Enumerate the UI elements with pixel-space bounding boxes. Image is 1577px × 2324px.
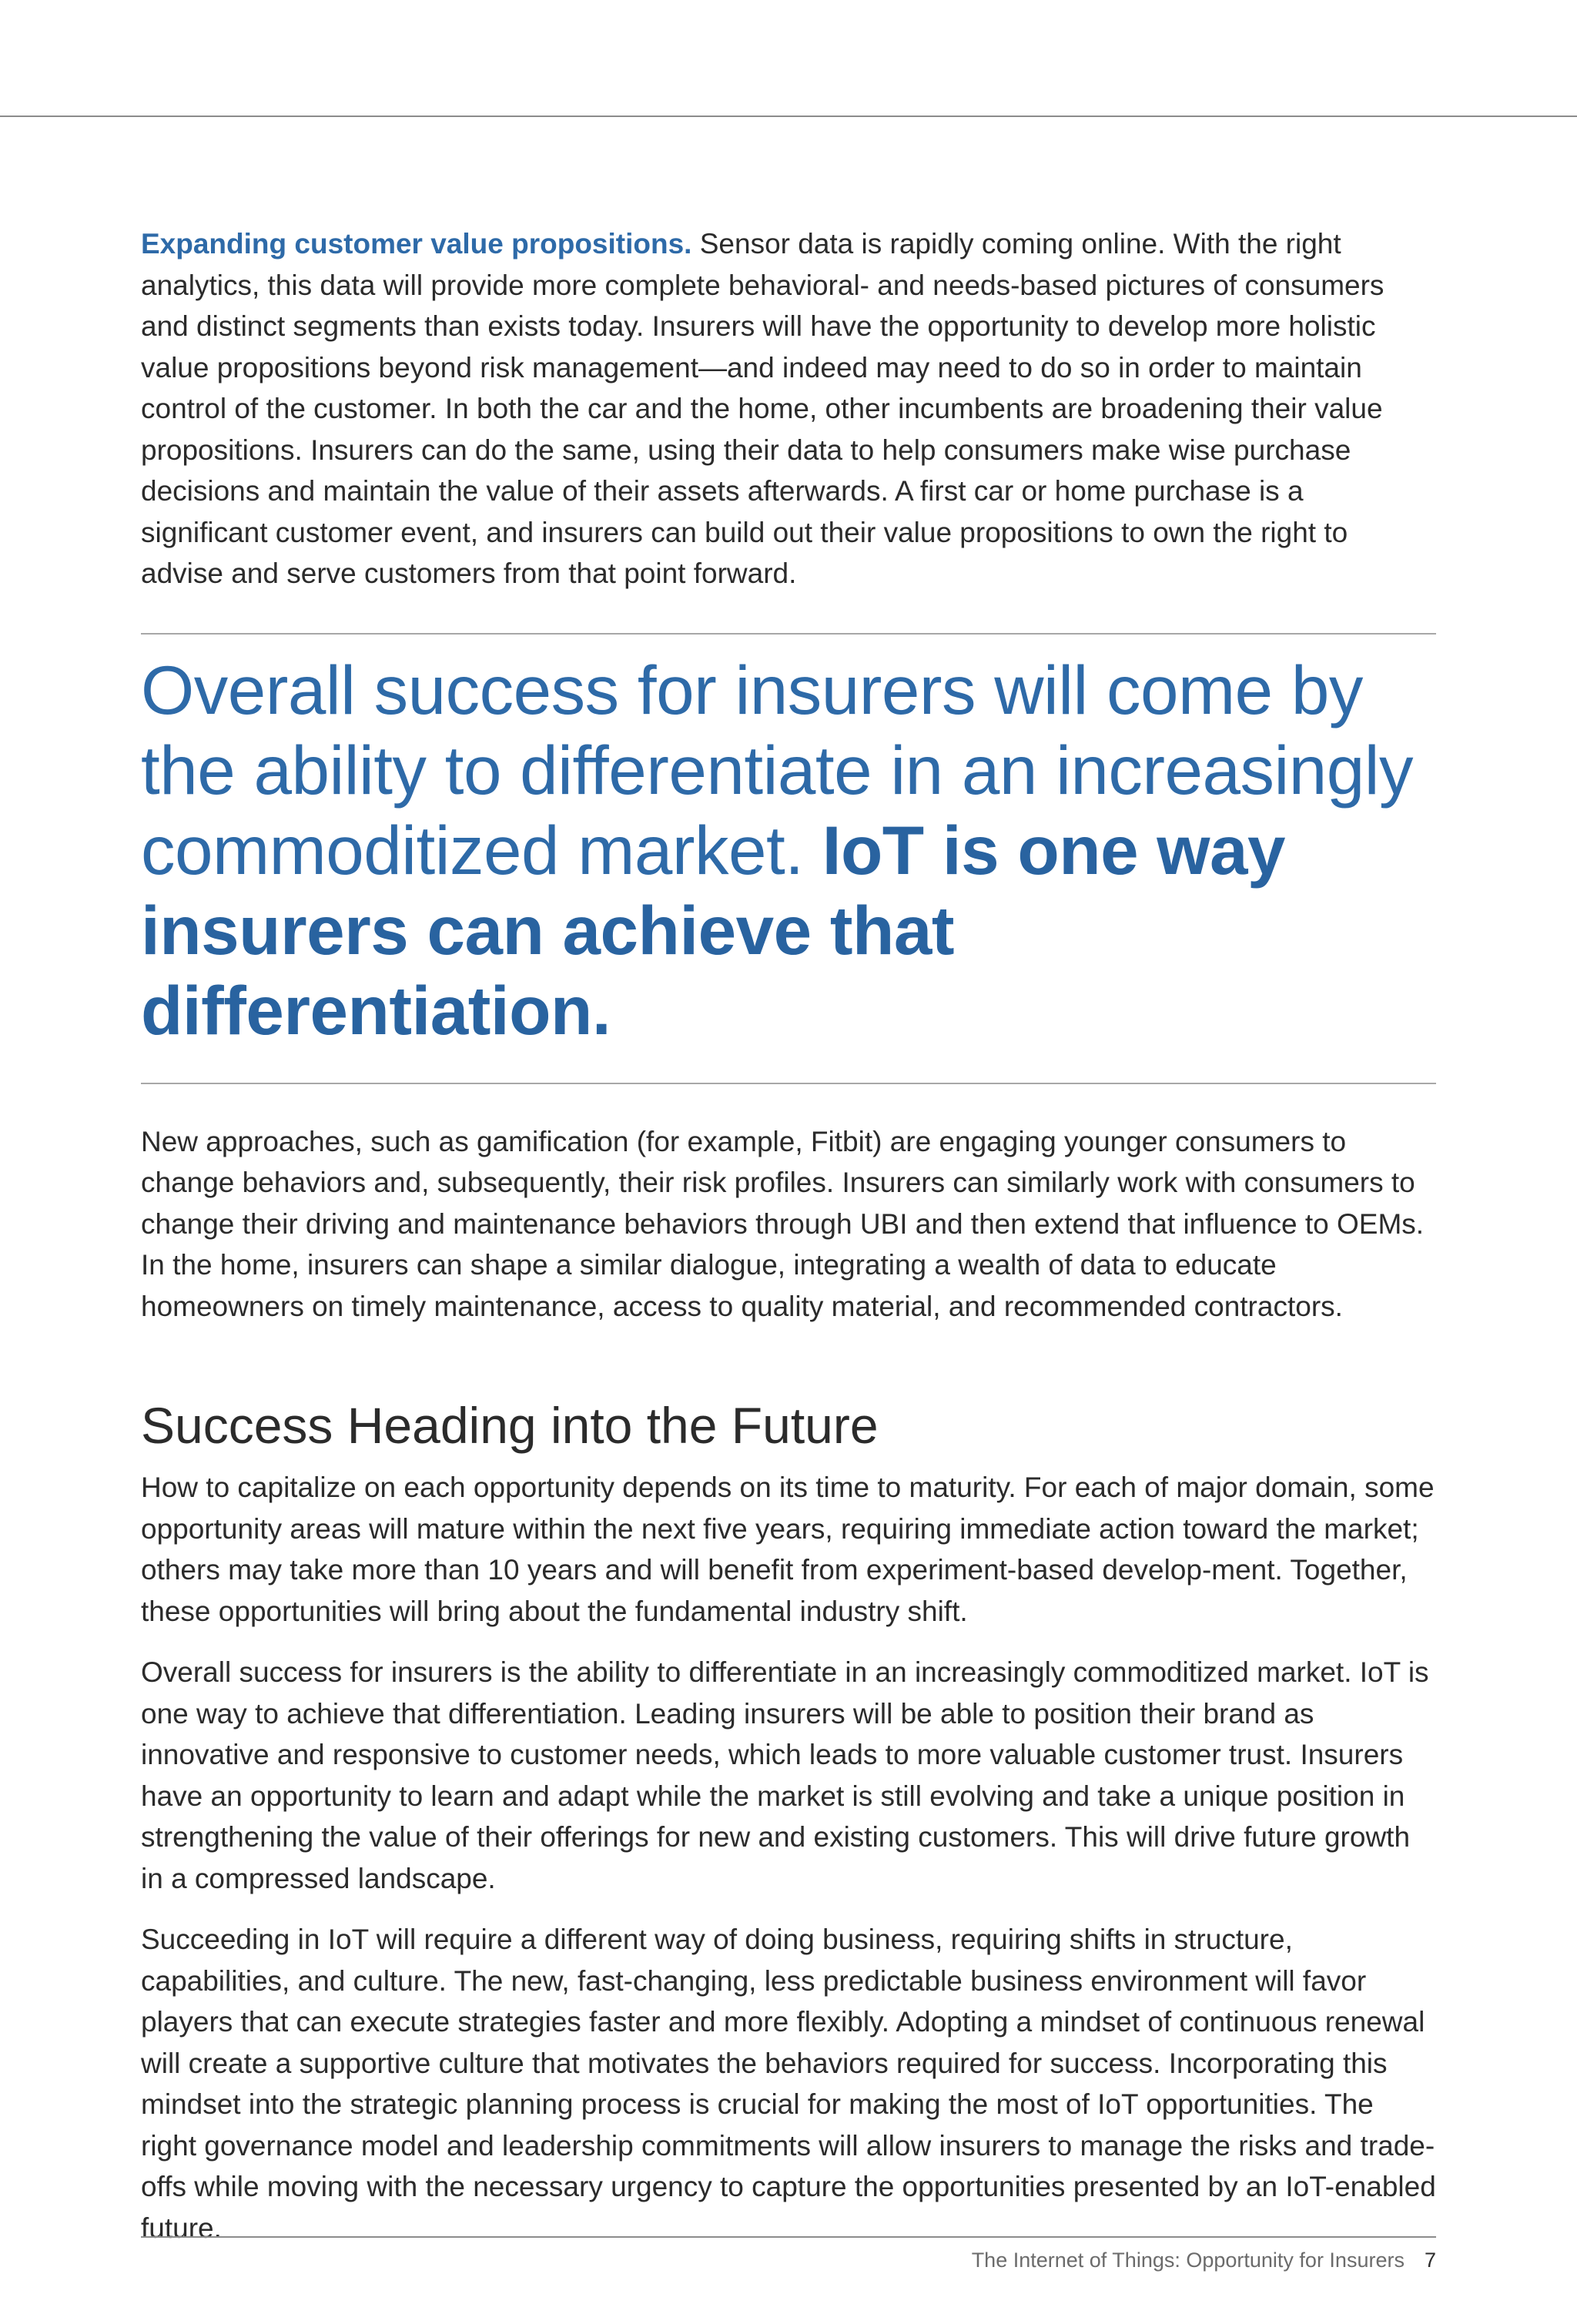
footer-rule: [141, 2236, 1436, 2238]
page-content: [141, 223, 1436, 2249]
pull-quote: [141, 650, 1436, 1050]
intro-paragraph: [141, 223, 1436, 594]
section-paragraph-3: Succeeding in IoT will require a different way of doing business, requiring shifts in structure, capabilities, and culture. The new, fast-changing, less predictable business environment will favor players that can execute strategies faster and more flexibly. Adopting a mindset of continuous renewal will create a supportive culture that motivates the behaviors required for success. Incorporating this mindset into the strategic planning process is crucial for making the most of IoT opportunities. The right governance model and leadership commitments will allow insurers to manage the risks and trade-offs while moving with the necessary urgency to capture the opportunities presented by an IoT-enabled future.: [141, 1924, 1436, 2244]
intro-lead-in: Expanding customer value propositions.: [141, 228, 692, 260]
section-heading: Success Heading into the Future: [141, 1397, 879, 1454]
intro-body: Sensor data is rapidly coming online. With the right analytics, this data will provide more complete behavioral- and needs-based pictures of consumers and distinct segments than exists today. Insurers will have the opportunity to develop more holistic value propositions beyond risk management—and indeed may need to do so in order to maintain control of the customer. In both the car and the home, other incumbents are broadening their value propositions. Insurers can do the same, using their data to help consumers make wise purchase decisions and maintain the value of their assets afterwards. A first car or home purchase is a significant customer event, and insurers can build out their value propositions to own the right to advise and serve customers from that point forward.: [141, 228, 1384, 589]
header-rule: [0, 116, 1577, 117]
pull-quote-bold: IoT is one way insurers can achieve that differentiation.: [141, 811, 1286, 1049]
section-paragraph-2: Overall success for insurers is the ability to differentiate in an increasingly commoditized market. IoT is one way to achieve that differentiation. Leading insurers will be able to position their brand as innovative and responsive to customer needs, which leads to more valuable customer trust. Insurers have an opportunity to learn and adapt while the market is still evolving and take a unique position in strengthening the value of their offerings for new and existing customers. This will drive future growth in a compressed landscape.: [141, 1656, 1429, 1894]
pull-quote-regular: Overall success for insurers will come by the ability to differentiate in an increasingly commoditized market.: [141, 651, 1414, 889]
pull-quote-block: [141, 633, 1436, 1084]
footer-title: The Internet of Things: Opportunity for Insurers: [971, 2249, 1405, 2272]
page-number: 7: [1424, 2249, 1436, 2272]
section-paragraph-1: How to capitalize on each opportunity depends on its time to maturity. For each of major domain, some opportunity areas will mature within the next five years, requiring immediate action toward the market; others may take more than 10 years and will benefit from experiment-based develop-ment. Together, these opportunities will bring about the fundamental industry shift.: [141, 1472, 1435, 1627]
gamification-paragraph: New approaches, such as gamification (for example, Fitbit) are engaging younger consumers to change behaviors and, subsequently, their risk profiles. Insurers can similarly work with consumers to change their driving and maintenance behaviors through UBI and then extend that influence to OEMs. In the home, insurers can shape a similar dialogue, integrating a wealth of data to educate homeowners on timely maintenance, access to quality material, and recommended contractors.: [141, 1125, 1425, 1322]
page-footer: [972, 2247, 1436, 2273]
